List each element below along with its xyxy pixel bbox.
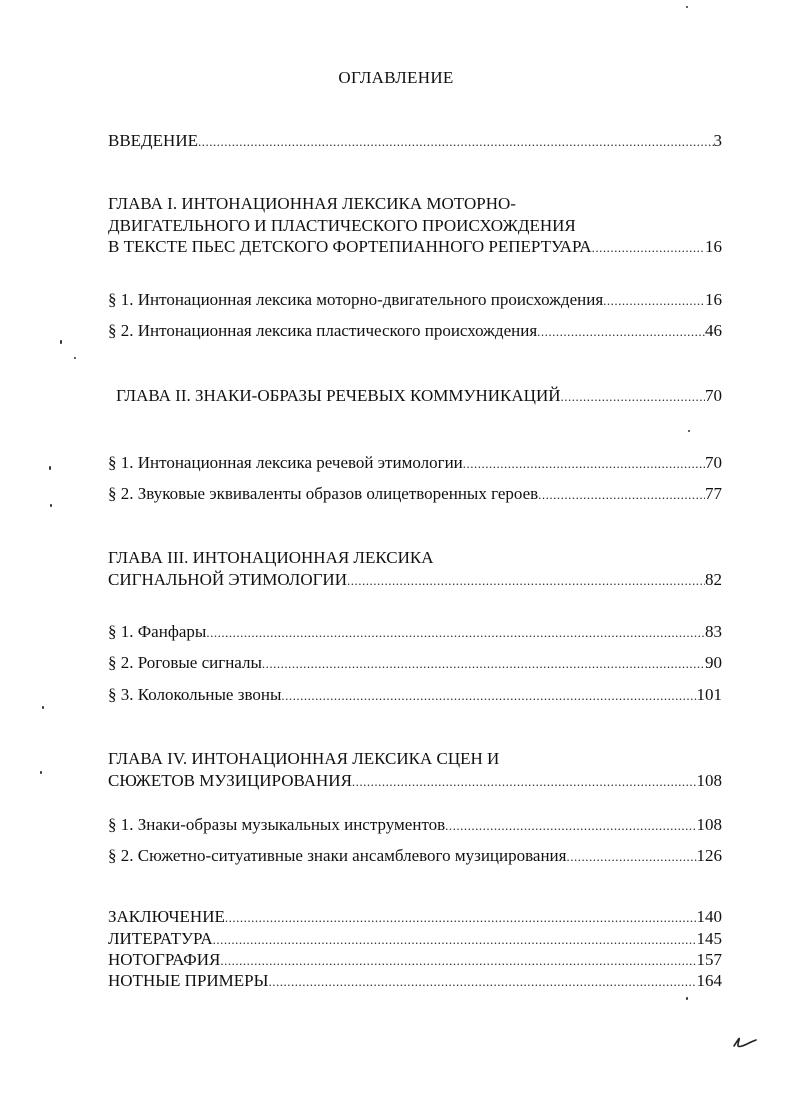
toc-entry-label: НОТНЫЕ ПРИМЕРЫ — [108, 971, 269, 990]
dot-leader — [347, 571, 705, 591]
dot-leader — [198, 132, 714, 152]
toc-entry-label: НОТОГРАФИЯ — [108, 950, 221, 969]
toc-entry-label: СИГНАЛЬНОЙ ЭТИМОЛОГИИ — [108, 570, 347, 589]
toc-entry-ch1-section-2[interactable] — [108, 321, 722, 342]
toc-page-number: 108 — [696, 815, 722, 834]
toc-entry-ch3-section-3[interactable] — [108, 685, 722, 706]
toc-page-number: 82 — [705, 570, 722, 589]
toc-page-number: 70 — [705, 386, 722, 405]
toc-entry-label: § 2. Звуковые эквиваленты образов олицетворенных героев — [108, 484, 539, 503]
toc-entry-label: ЛИТЕРАТУРА — [108, 929, 213, 948]
dot-leader — [561, 387, 705, 407]
scan-speck — [74, 357, 76, 359]
toc-entry-chapter-2[interactable] — [116, 386, 722, 407]
toc-entry-music-examples[interactable] — [108, 971, 722, 992]
handwritten-mark-icon — [730, 1030, 760, 1052]
chapter-1-heading-line-2: ДВИГАТЕЛЬНОГО И ПЛАСТИЧЕСКОГО ПРОИСХОЖДЕНИЯ — [108, 216, 576, 235]
toc-entry-label: ГЛАВА II. ЗНАКИ-ОБРАЗЫ РЕЧЕВЫХ КОММУНИКАЦИЙ — [116, 386, 561, 405]
dot-leader — [538, 485, 705, 505]
toc-page-number: 77 — [705, 484, 722, 503]
toc-entry-label: § 3. Колокольные звоны — [108, 685, 282, 704]
toc-entry-label: § 1. Интонационная лексика моторно-двигательного происхождения — [108, 290, 604, 309]
toc-page-number: 101 — [696, 685, 722, 704]
scan-speck — [688, 430, 690, 432]
dot-leader — [445, 816, 696, 836]
toc-page-number: 90 — [705, 653, 722, 672]
toc-entry-ch4-section-1[interactable] — [108, 815, 722, 836]
toc-entry-label: ЗАКЛЮЧЕНИЕ — [108, 907, 225, 926]
toc-entry-label: § 2. Сюжетно-ситуативные знаки ансамблевого музицирования — [108, 846, 567, 865]
toc-entry-label: § 2. Роговые сигналы — [108, 653, 262, 672]
dot-leader — [352, 772, 697, 792]
toc-entry-label: В ТЕКСТЕ ПЬЕС ДЕТСКОГО ФОРТЕПИАННОГО РЕПЕРТУАРА — [108, 237, 592, 256]
toc-page-number: 46 — [705, 321, 722, 340]
toc-page-number: 16 — [705, 237, 722, 256]
toc-entry-ch2-section-1[interactable] — [108, 453, 722, 474]
dot-leader — [220, 951, 696, 971]
dot-leader — [603, 291, 705, 311]
toc-page-number: 70 — [705, 453, 722, 472]
dot-leader — [537, 322, 705, 342]
toc-entry-ch2-section-2[interactable] — [108, 484, 722, 505]
scan-speck — [42, 706, 44, 709]
toc-entry-label: § 1. Знаки-образы музыкальных инструментов — [108, 815, 446, 834]
dot-leader — [225, 908, 697, 928]
toc-page-number: 157 — [696, 950, 722, 969]
dot-leader — [268, 972, 696, 992]
dot-leader — [463, 454, 705, 474]
toc-entry-ch3-section-2[interactable] — [108, 653, 722, 674]
dot-leader — [592, 238, 705, 258]
chapter-4-heading-line-1: ГЛАВА IV. ИНТОНАЦИОННАЯ ЛЕКСИКА СЦЕН И — [108, 749, 500, 768]
dot-leader — [206, 623, 705, 643]
toc-entry-label: ВВЕДЕНИЕ — [108, 131, 198, 150]
toc-page-number: 83 — [705, 622, 722, 641]
toc-page-number: 126 — [696, 846, 722, 865]
scan-speck — [686, 997, 688, 1000]
toc-entry-intro[interactable] — [108, 131, 722, 152]
chapter-3-heading-line-1: ГЛАВА III. ИНТОНАЦИОННАЯ ЛЕКСИКА — [108, 548, 434, 567]
toc-entry-label: § 2. Интонационная лексика пластического происхождения — [108, 321, 538, 340]
dot-leader — [281, 686, 696, 706]
toc-entry-literature[interactable] — [108, 929, 722, 950]
toc-entry-ch3-section-1[interactable] — [108, 622, 722, 643]
toc-page-number: 145 — [696, 929, 722, 948]
toc-entry-notography[interactable] — [108, 950, 722, 971]
page-title: ОГЛАВЛЕНИЕ — [338, 68, 454, 87]
scan-speck — [686, 6, 688, 8]
toc-page-number: 16 — [705, 290, 722, 309]
toc-entry-chapter-3[interactable] — [108, 570, 722, 591]
toc-entry-ch4-section-2[interactable] — [108, 846, 722, 867]
scan-speck — [50, 504, 52, 507]
dot-leader — [213, 930, 697, 950]
toc-entry-conclusion[interactable] — [108, 907, 722, 928]
dot-leader — [262, 654, 705, 674]
toc-page-number: 3 — [713, 131, 722, 150]
scan-speck — [40, 771, 42, 774]
chapter-1-heading-line-1: ГЛАВА I. ИНТОНАЦИОННАЯ ЛЕКСИКА МОТОРНО- — [108, 194, 516, 213]
toc-entry-ch1-section-1[interactable] — [108, 290, 722, 311]
scan-speck — [49, 466, 51, 470]
scan-speck — [60, 340, 62, 344]
toc-entry-label: СЮЖЕТОВ МУЗИЦИРОВАНИЯ — [108, 771, 352, 790]
toc-page-number: 164 — [696, 971, 722, 990]
toc-page-number: 140 — [696, 907, 722, 926]
toc-page-number: 108 — [696, 771, 722, 790]
toc-entry-chapter-4[interactable] — [108, 771, 722, 792]
toc-entry-label: § 1. Фанфары — [108, 622, 207, 641]
toc-entry-chapter-1[interactable] — [108, 237, 722, 258]
dot-leader — [566, 847, 696, 867]
toc-entry-label: § 1. Интонационная лексика речевой этимологии — [108, 453, 463, 472]
